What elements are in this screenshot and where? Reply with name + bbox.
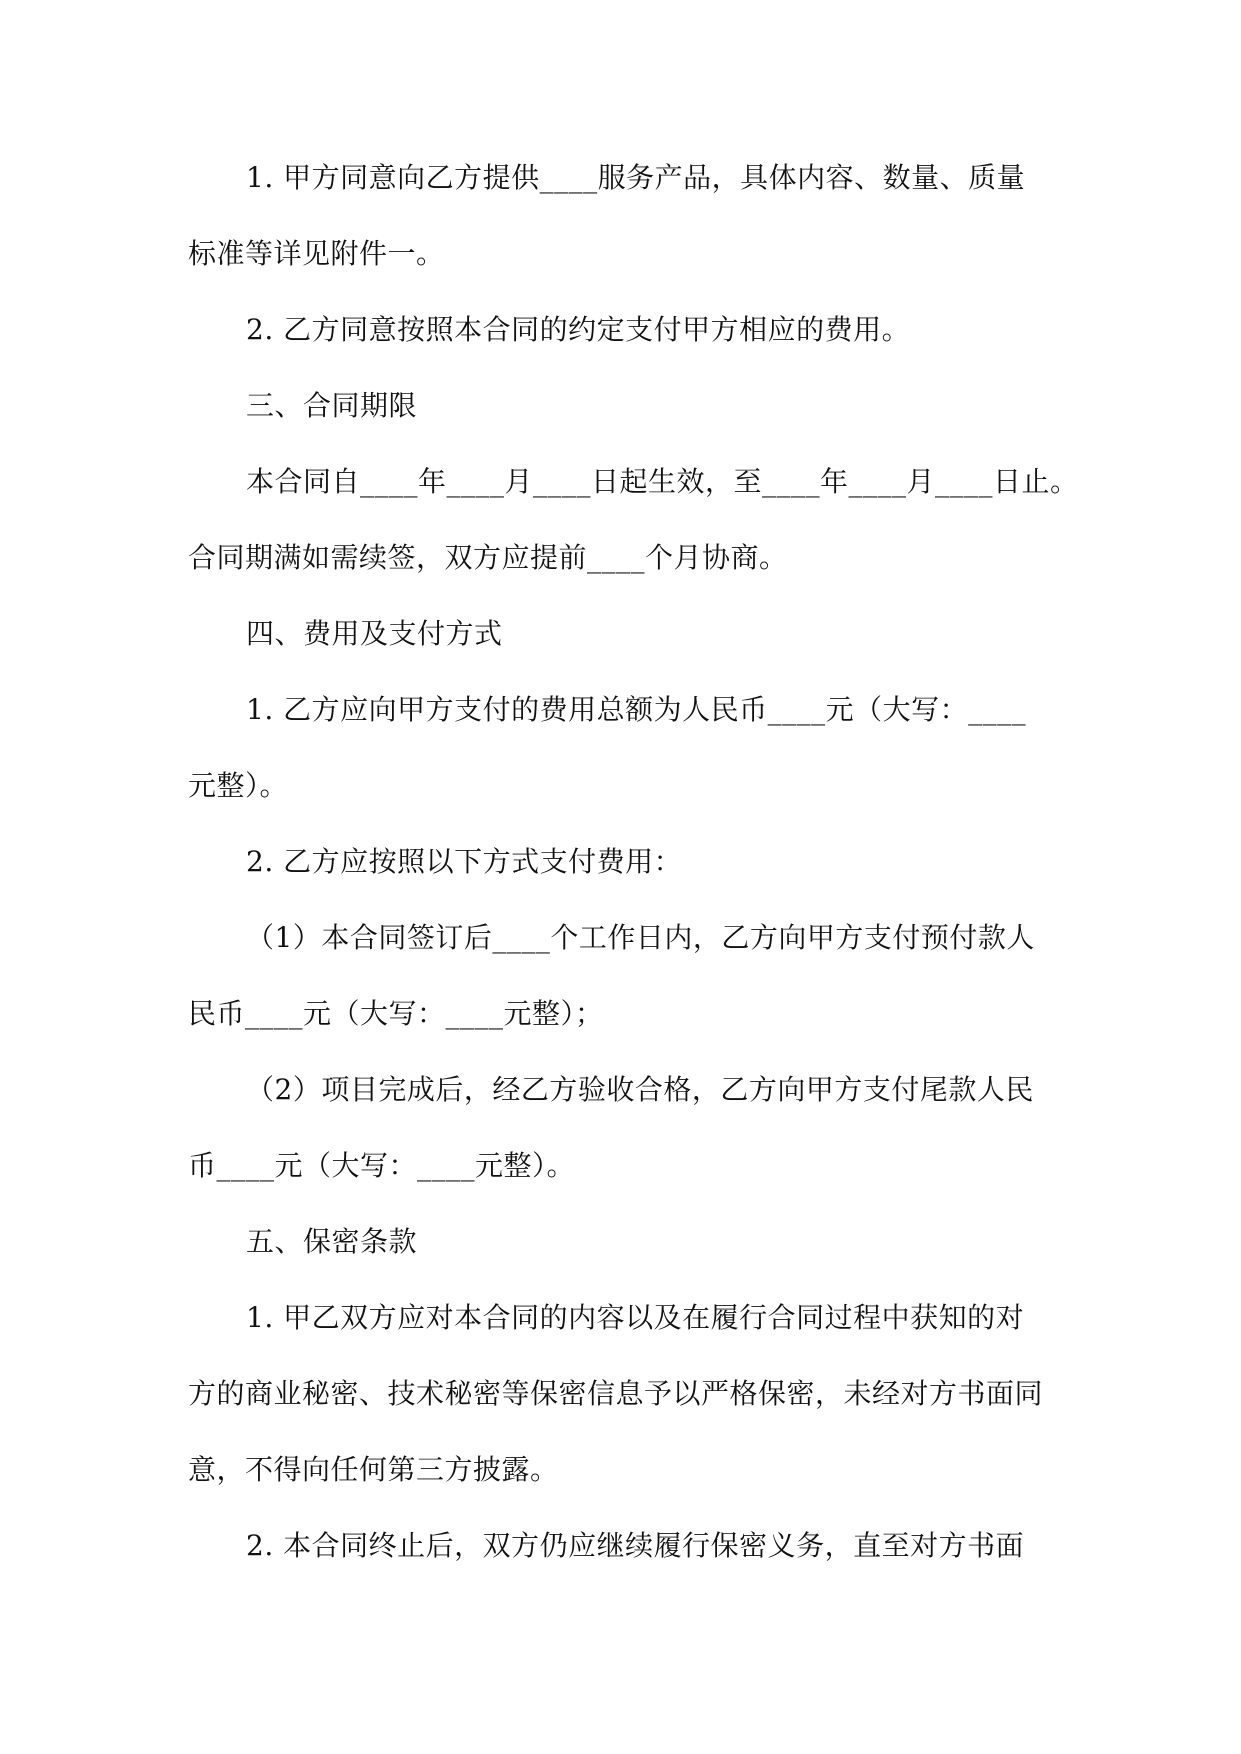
confidentiality-item-1 [188, 1280, 1054, 1508]
fees-item-2 [188, 824, 1054, 900]
text-line: 2. 乙方同意按照本合同的约定支付甲方相应的费用。 [246, 313, 911, 346]
text-line: 本合同自____年____月____日起生效，至____年____月____日止。 [246, 465, 1079, 498]
clause-2-item-1 [188, 140, 1054, 292]
section-heading-fees-payment [188, 596, 1054, 672]
text-line: 2. 本合同终止后，双方仍应继续履行保密义务，直至对方书面 [246, 1529, 1025, 1562]
heading-text: 四、费用及支付方式 [246, 617, 503, 650]
text-line: 1. 甲方同意向乙方提供____服务产品，具体内容、数量、质量 [246, 161, 1026, 194]
contract-term-text [188, 444, 1079, 596]
text-line: （1）本合同签订后____个工作日内，乙方向甲方支付预付款人 [246, 921, 1035, 954]
text-line: 方的商业秘密、技术秘密等保密信息予以严格保密，未经对方书面同 [188, 1377, 1044, 1410]
text-line: 1. 甲乙双方应对本合同的内容以及在履行合同过程中获知的对 [246, 1301, 1025, 1334]
text-line: 2. 乙方应按照以下方式支付费用： [246, 845, 683, 878]
heading-text: 三、合同期限 [246, 389, 418, 422]
text-line: 1. 乙方应向甲方支付的费用总额为人民币____元（大写：____ [246, 693, 1027, 726]
confidentiality-item-2 [188, 1508, 1054, 1584]
clause-2-item-2 [188, 292, 1054, 368]
text-line: 意，不得向任何第三方披露。 [188, 1453, 559, 1486]
text-line: 民币____元（大写：____元整）； [188, 997, 604, 1030]
text-line: 币____元（大写：____元整）。 [188, 1149, 576, 1182]
section-heading-contract-term [188, 368, 1054, 444]
payment-subitem-2 [188, 1052, 1054, 1204]
section-heading-confidentiality [188, 1204, 1054, 1280]
text-line: （2）项目完成后，经乙方验收合格，乙方向甲方支付尾款人民 [246, 1073, 1034, 1106]
text-line: 合同期满如需续签，双方应提前____个月协商。 [188, 541, 788, 574]
fees-item-1 [188, 672, 1054, 824]
text-line: 元整）。 [188, 769, 289, 802]
text-line: 标准等详见附件一。 [188, 237, 445, 270]
payment-subitem-1 [188, 900, 1054, 1052]
document-body [188, 140, 1079, 1584]
heading-text: 五、保密条款 [246, 1225, 418, 1258]
